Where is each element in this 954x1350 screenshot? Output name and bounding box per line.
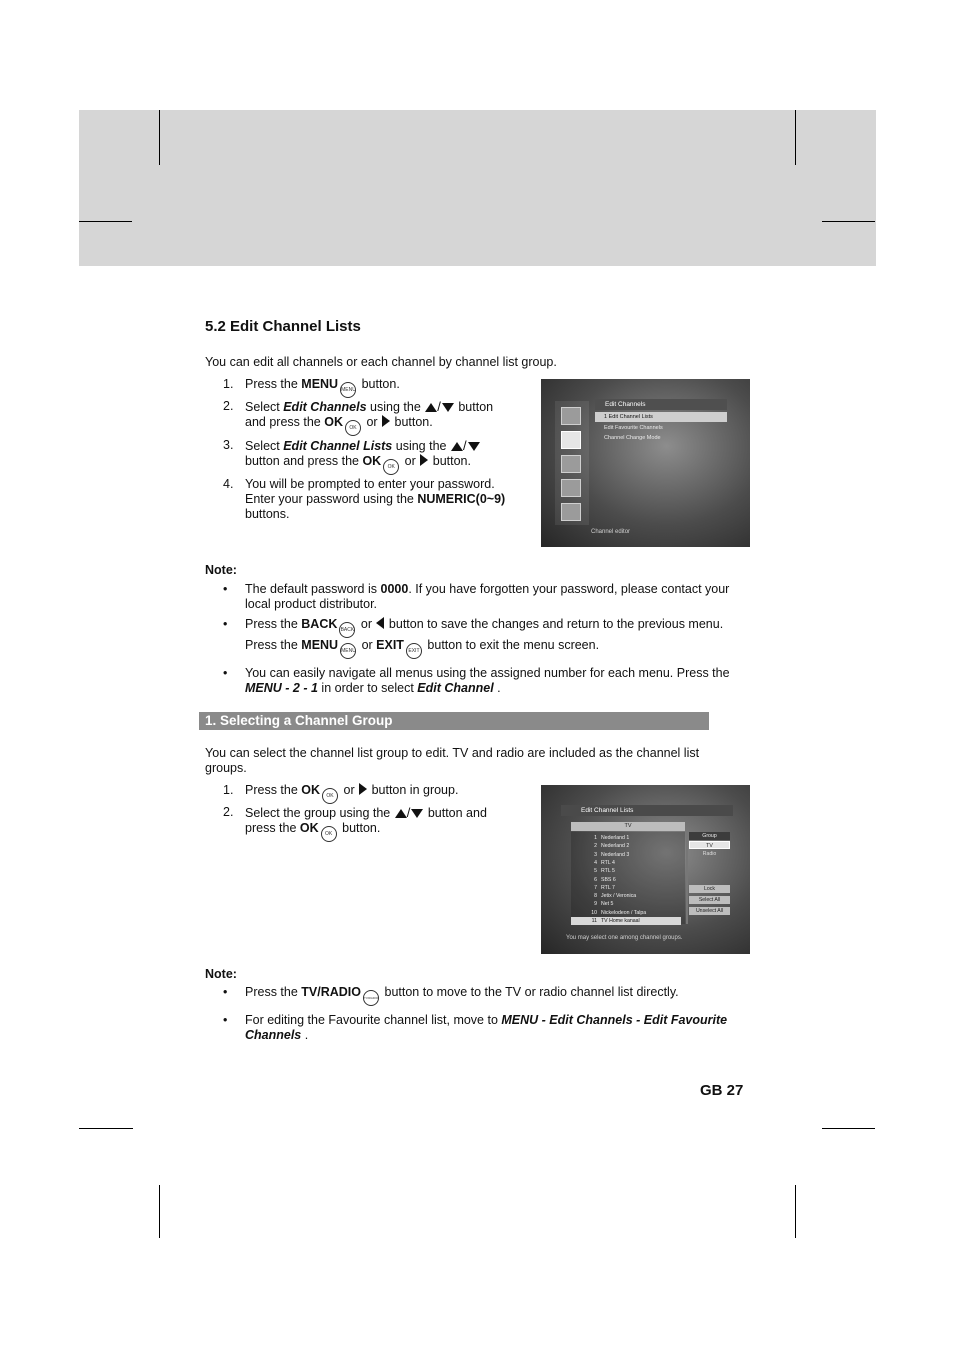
left-arrow-icon — [376, 617, 384, 629]
note-item: • The default password is 0000. If you have forgotten your password, please contact your local product distributor. — [223, 582, 730, 611]
channel-row[interactable] — [571, 851, 681, 859]
lock-button[interactable]: Lock — [689, 885, 730, 893]
note-item: • You can easily navigate all menus using the assigned number for each menu. Press the MENU - 2 - 1 in order to select Edit Channel . — [223, 666, 730, 695]
exit-button-icon: EXIT — [406, 643, 422, 659]
channel-number: 9 — [594, 901, 597, 908]
up-arrow-icon — [425, 403, 437, 412]
scrollbar[interactable] — [686, 832, 688, 924]
channel-row[interactable] — [571, 900, 681, 908]
menu-item-edit-channel-lists[interactable]: 1 Edit Channel Lists — [595, 412, 727, 422]
channel-number: 5 — [594, 868, 597, 875]
crop-mark — [159, 110, 160, 165]
page-number: GB 27 — [700, 1082, 744, 1099]
down-arrow-icon — [442, 403, 454, 412]
channel-name: Net 5 — [601, 901, 614, 908]
right-arrow-icon — [382, 415, 390, 427]
ok-button-icon: OK — [383, 459, 399, 475]
group-header: Group — [689, 832, 730, 840]
channel-row[interactable] — [571, 892, 681, 900]
channel-row[interactable] — [571, 867, 681, 875]
channel-number: 2 — [594, 843, 597, 850]
menu-button-icon: MENU — [340, 643, 356, 659]
select-all-button[interactable]: Select All — [689, 896, 730, 904]
note-item: • Press the BACK BACK or button to save the changes and return to the previous menu. Press the MENU MENU or EXIT EXIT button to exit the menu screen. — [205, 617, 750, 659]
section-title: 5.2 Edit Channel Lists — [205, 318, 361, 335]
menu-button-icon: MENU — [340, 382, 356, 398]
ok-button-icon: OK — [321, 826, 337, 842]
subsection-title-bar: 1. Selecting a Channel Group — [199, 712, 709, 730]
note-label-2: Note: — [205, 967, 237, 981]
steps-list-2 — [205, 783, 525, 842]
header-band — [79, 110, 876, 266]
step-item: 1. Press the OK OK or button in group. — [205, 783, 525, 805]
channel-row[interactable] — [571, 859, 681, 867]
channel-number: 10 — [591, 909, 597, 916]
channel-row[interactable] — [571, 876, 681, 884]
games-icon — [561, 503, 581, 521]
crop-mark — [795, 110, 796, 165]
step-item: 2. Select Edit Channels using the / button and press the OK OK or button. — [205, 399, 525, 438]
menu-title: Edit Channels — [595, 399, 727, 410]
notes-list-2 — [205, 985, 750, 1043]
channel-number: 7 — [594, 884, 597, 891]
channel-name: Nederland 3 — [601, 851, 630, 858]
crop-mark — [79, 1128, 133, 1129]
settings-icon — [561, 455, 581, 473]
note-label: Note: — [205, 563, 237, 577]
channel-editor-icon — [561, 431, 581, 449]
crop-mark — [822, 221, 875, 222]
channel-row[interactable] — [571, 909, 681, 917]
ok-button-icon: OK — [345, 420, 361, 436]
channel-name: Jetix / Veronica — [601, 893, 637, 900]
channel-name: SBS 6 — [601, 876, 616, 883]
menu-item-channel-change-mode[interactable]: Channel Change Mode — [604, 435, 661, 441]
channel-number: 3 — [594, 851, 597, 858]
channel-row[interactable] — [571, 834, 681, 842]
menu-sidebar — [555, 401, 589, 525]
crop-mark — [159, 1185, 160, 1238]
channel-list — [571, 832, 685, 924]
edit-channels-screenshot — [541, 379, 750, 547]
back-button-icon: BACK — [339, 622, 355, 638]
menu-title: Edit Channel Lists — [561, 805, 733, 816]
channel-number: 1 — [594, 835, 597, 841]
note-item: • For editing the Favourite channel list, move to MENU - Edit Channels - Edit Favourite Channels . — [223, 1013, 728, 1042]
steps-list — [205, 377, 525, 522]
intro-text: You can edit all channels or each channel by channel list group. — [205, 355, 557, 369]
tv-radio-button-icon: TV/RADIO — [363, 990, 379, 1006]
tools-icon — [561, 479, 581, 497]
installation-icon — [561, 407, 581, 425]
note-item: • Press the TV/RADIO TV/RADIO button to move to the TV or radio channel list directly. — [205, 985, 750, 1006]
down-arrow-icon — [468, 442, 480, 451]
channel-name: Nederland 2 — [601, 843, 630, 850]
intro2-text: You can select the channel list group to edit. TV and radio are included as the channel list groups. — [205, 746, 700, 775]
down-arrow-icon — [411, 809, 423, 818]
ok-button-icon: OK — [322, 788, 338, 804]
channel-row[interactable] — [571, 884, 681, 892]
channel-number: 4 — [594, 859, 597, 866]
crop-mark — [795, 1185, 796, 1238]
right-arrow-icon — [420, 454, 428, 466]
screen-footer: You may select one among channel groups. — [566, 935, 683, 941]
right-arrow-icon — [359, 783, 367, 795]
channel-number: 8 — [594, 893, 597, 900]
step-item: 3. Select Edit Channel Lists using the / button and press the OK OK or button. — [205, 438, 525, 477]
group-label-tv: TV — [571, 822, 685, 831]
crop-mark — [822, 1128, 875, 1129]
channel-row[interactable] — [571, 917, 681, 925]
channel-name: TV Home kanaal — [601, 918, 640, 924]
unselect-all-button[interactable]: Unselect All — [689, 907, 730, 915]
notes-list — [205, 582, 750, 696]
channel-name: RTL 4 — [601, 859, 615, 866]
channel-name: RTL 7 — [601, 884, 615, 891]
step-item: 1. Press the MENU MENU button. — [205, 377, 525, 399]
group-option-radio[interactable]: Radio — [702, 851, 717, 857]
menu-item-edit-favourite[interactable]: Edit Favourite Channels — [604, 425, 663, 431]
channel-row[interactable] — [571, 842, 681, 850]
edit-channel-lists-screenshot — [541, 785, 750, 954]
step-item: 4. You will be prompted to enter your password. Enter your password using the NUMERIC(0~9) buttons. — [223, 477, 506, 521]
crop-mark — [79, 221, 132, 222]
channel-name: Nederland 1 — [601, 835, 630, 841]
channel-name: Nickelodeon / Talpa — [601, 909, 647, 916]
group-option-tv[interactable]: TV — [689, 841, 730, 849]
step-item: 2. Select the group using the / button and press the OK OK button. — [205, 805, 525, 842]
channel-name: RTL 5 — [601, 868, 615, 875]
channel-number: 6 — [594, 876, 597, 883]
up-arrow-icon — [451, 442, 463, 451]
channel-number: 11 — [591, 918, 597, 924]
up-arrow-icon — [395, 809, 407, 818]
screen-footer: Channel editor — [591, 529, 631, 535]
